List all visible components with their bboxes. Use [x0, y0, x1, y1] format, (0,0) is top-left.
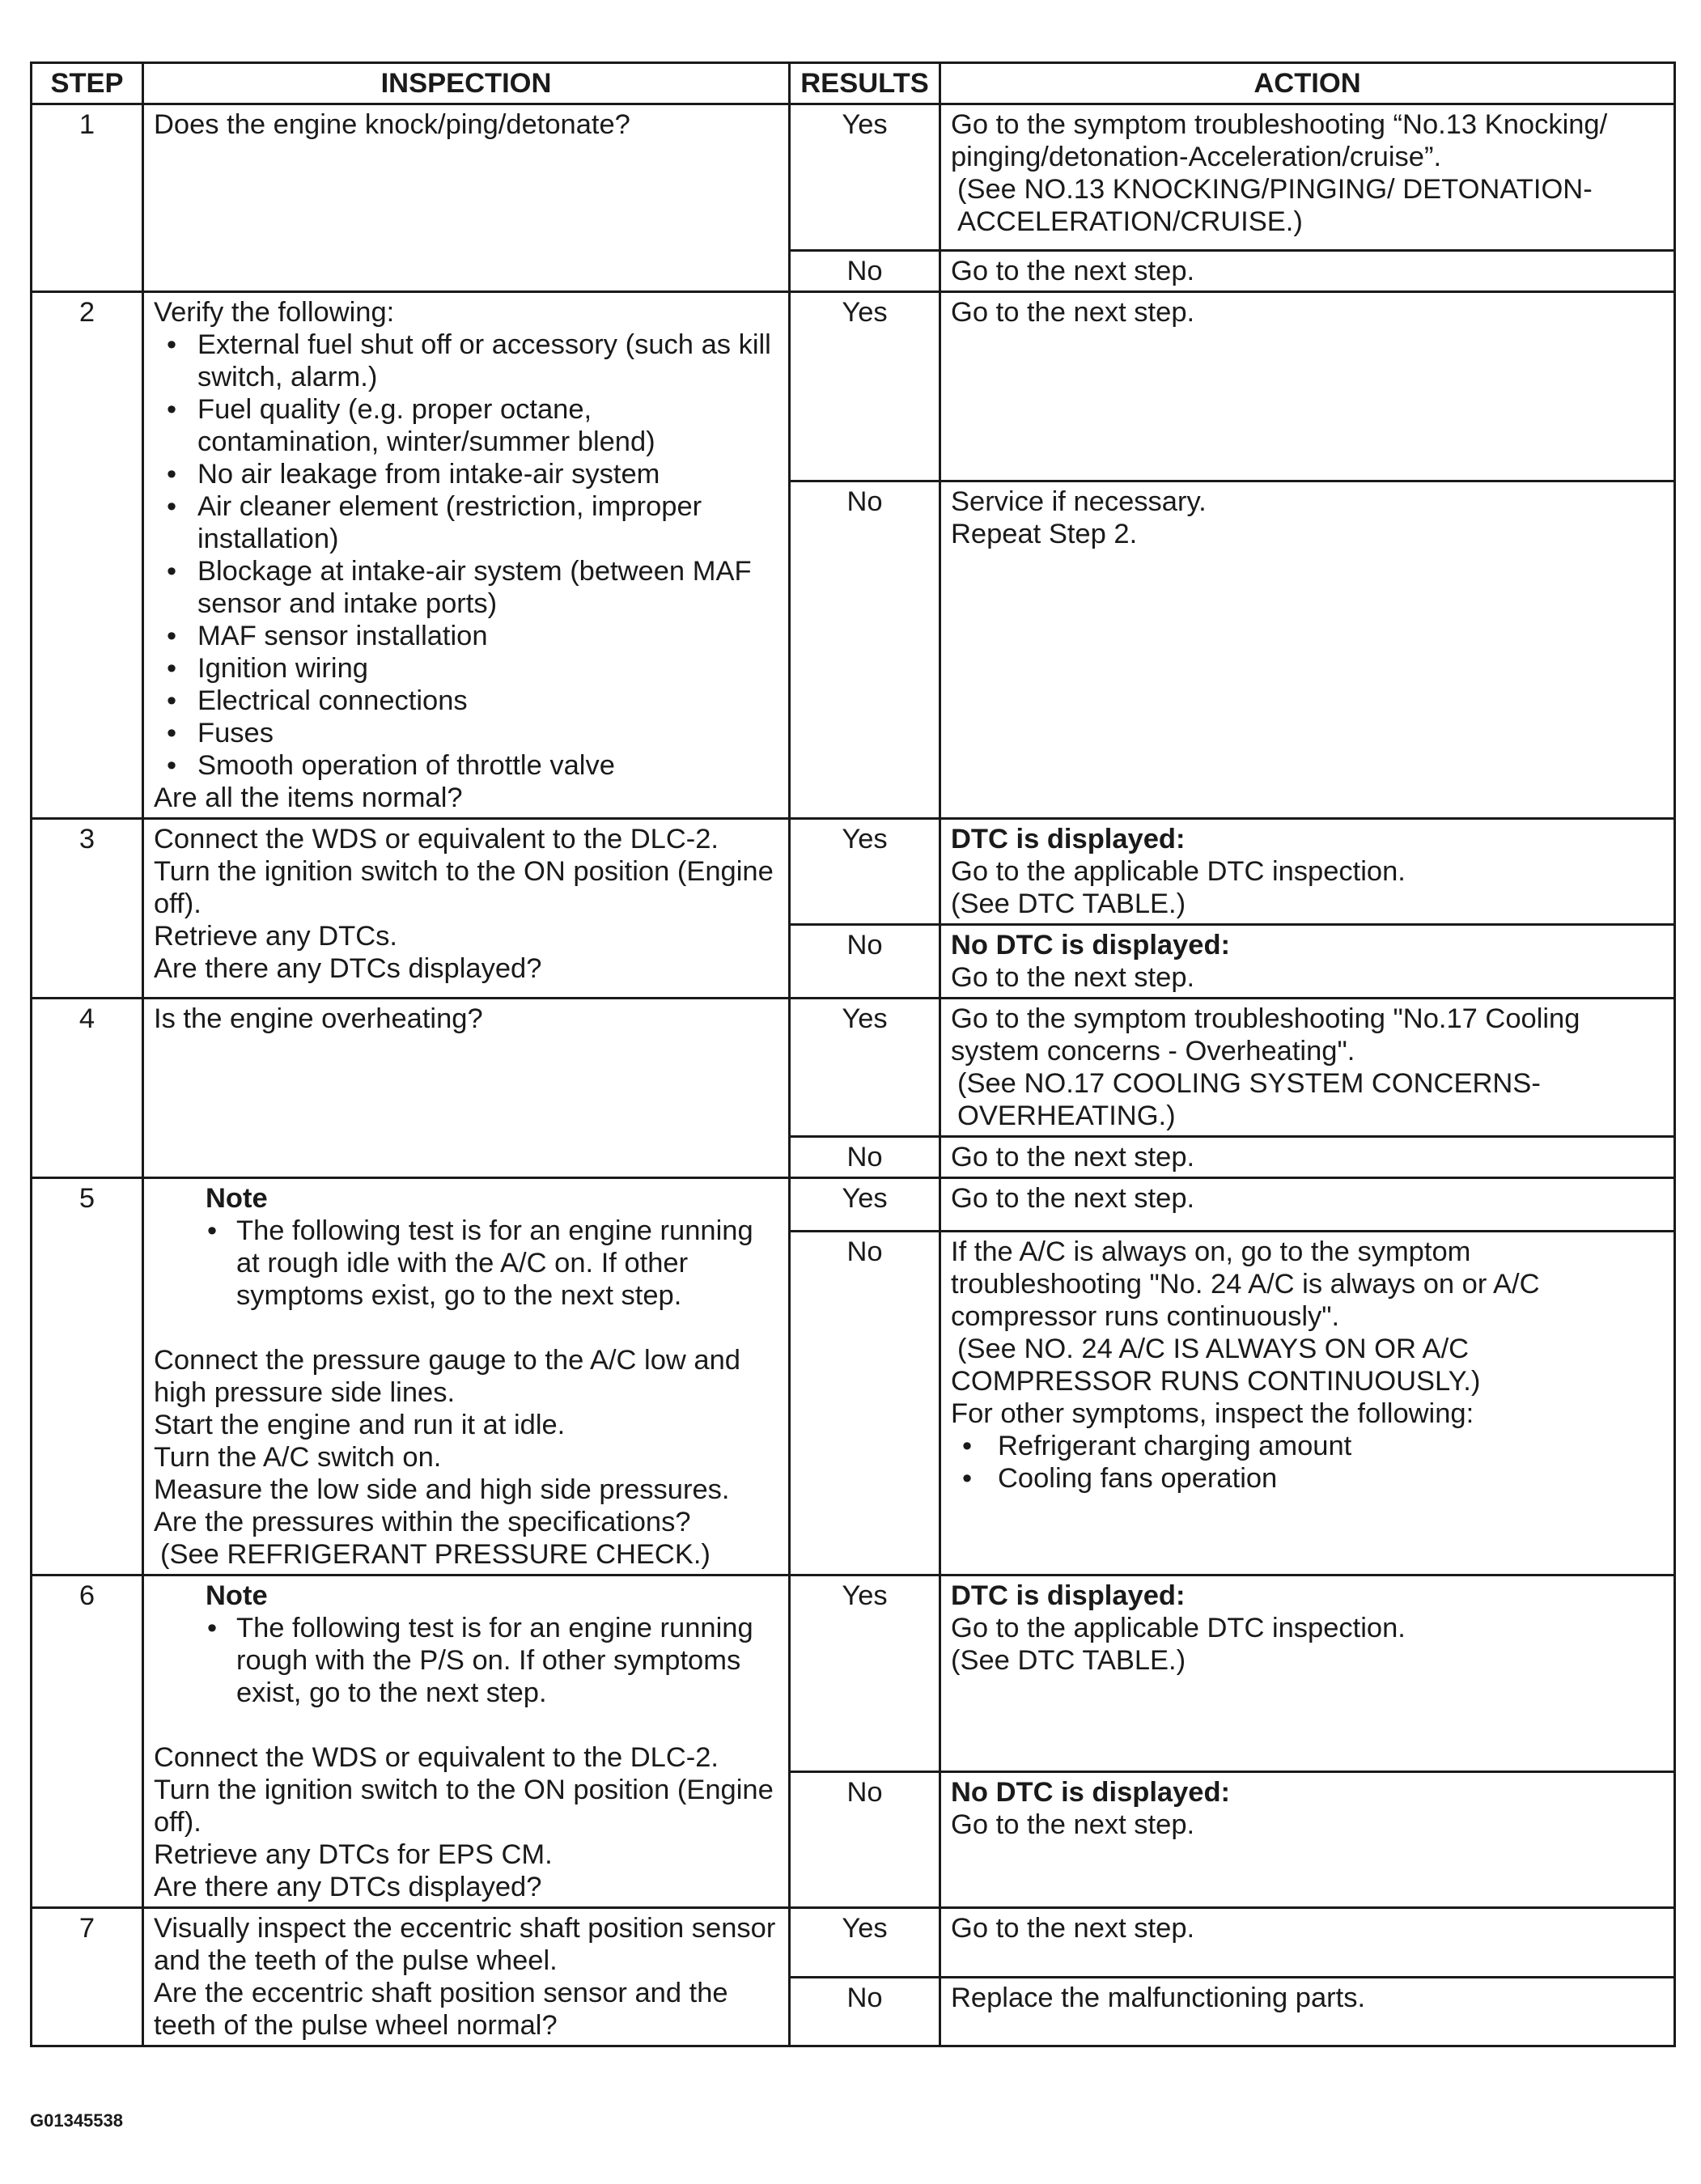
- step-1-row-yes: [32, 104, 1675, 251]
- action-cell: [940, 1178, 1675, 1232]
- inspection-text: Start the engine and run it at idle.: [154, 1410, 566, 1440]
- inspection-text: Turn the ignition switch to the ON position (Engine off).: [154, 1775, 774, 1838]
- list-item: • Refrigerant charging amount: [951, 1430, 1664, 1462]
- step-number: 4: [32, 999, 143, 1178]
- list-item: • Blockage at intake-air system (between MAF sensor and intake ports): [154, 555, 778, 620]
- note-item: • The following test is for an engine running at rough idle with the A/C on. If other symptoms exist, go to the next step.: [154, 1215, 778, 1312]
- list-item: • Air cleaner element (restriction, improper installation): [154, 490, 778, 555]
- action-text: pinging/detonation-Acceleration/cruise”.: [951, 142, 1442, 172]
- result-yes: Yes: [790, 999, 940, 1137]
- inspection-text: Does the engine knock/ping/detonate?: [154, 109, 630, 140]
- step-4-row-yes: [32, 999, 1675, 1137]
- action-cell: [940, 1575, 1675, 1772]
- inspection-text: Connect the WDS or equivalent to the DLC-2.: [154, 1742, 719, 1773]
- inspection-cell: [143, 819, 790, 999]
- note-list: [154, 1215, 778, 1312]
- inspection-text: Visually inspect the eccentric shaft position sensor and the teeth of the pulse wheel.: [154, 1913, 776, 1976]
- see-reference: ACCELERATION/CRUISE.): [957, 206, 1303, 237]
- inspection-text: Are the pressures within the specifications?: [154, 1507, 691, 1537]
- action-text: (See DTC TABLE.): [951, 1645, 1186, 1676]
- action-cell: [940, 1137, 1675, 1178]
- result-no: No: [790, 481, 940, 818]
- list-item: • External fuel shut off or accessory (such as kill switch, alarm.): [154, 329, 778, 393]
- note-label: Note: [206, 1183, 268, 1214]
- inspection-text: Connect the pressure gauge to the A/C low and high pressure side lines.: [154, 1345, 740, 1408]
- list-item: • Smooth operation of throttle valve: [154, 749, 778, 782]
- action-text: Go to the symptom troubleshooting “No.13 Knocking/: [951, 109, 1608, 140]
- action-cell: [940, 999, 1675, 1137]
- action-text: Service if necessary.: [951, 486, 1207, 517]
- action-text: Go to the next step.: [951, 962, 1195, 993]
- list-item: • Ignition wiring: [154, 652, 778, 685]
- action-heading: DTC is displayed:: [951, 824, 1186, 855]
- note-list: [154, 1612, 778, 1709]
- list-item: • Electrical connections: [154, 685, 778, 717]
- inspection-text: Retrieve any DTCs.: [154, 921, 397, 952]
- inspection-cell: [143, 1178, 790, 1575]
- see-reference: (See NO.17 COOLING SYSTEM CONCERNS-: [957, 1068, 1541, 1099]
- see-reference: (See NO. 24 A/C IS ALWAYS ON OR A/C: [957, 1333, 1470, 1364]
- note-item: • The following test is for an engine running rough with the P/S on. If other symptoms exist, go to the next step.: [154, 1612, 778, 1709]
- inspect-list: [951, 1430, 1664, 1495]
- list-item: • Cooling fans operation: [951, 1462, 1664, 1495]
- see-reference: (See NO.13 KNOCKING/PINGING/ DETONATION-: [957, 174, 1593, 205]
- action-text: Go to the applicable DTC inspection.: [951, 1613, 1406, 1643]
- action-cell: [940, 292, 1675, 481]
- see-reference: OVERHEATING.): [957, 1100, 1176, 1131]
- inspection-text: Measure the low side and high side pressures.: [154, 1474, 730, 1505]
- troubleshooting-table: [30, 61, 1676, 2047]
- action-text: Go to the next step.: [951, 1183, 1195, 1214]
- step-5-row-yes: [32, 1178, 1675, 1232]
- step-number: 3: [32, 819, 143, 999]
- result-yes: Yes: [790, 1908, 940, 1978]
- step-number: 1: [32, 104, 143, 292]
- step-2-row-yes: [32, 292, 1675, 481]
- result-no: No: [790, 1137, 940, 1178]
- action-cell: [940, 1908, 1675, 1978]
- inspection-text: Are there any DTCs displayed?: [154, 953, 542, 984]
- result-yes: Yes: [790, 1178, 940, 1232]
- inspection-cell: [143, 1908, 790, 2046]
- action-text: Repeat Step 2.: [951, 518, 1138, 549]
- check-list: [154, 329, 778, 782]
- step-number: 5: [32, 1178, 143, 1575]
- action-heading: No DTC is displayed:: [951, 1776, 1231, 1808]
- action-text: (See DTC TABLE.): [951, 888, 1186, 919]
- inspection-question: Are all the items normal?: [154, 782, 463, 813]
- step-3-row-yes: [32, 819, 1675, 925]
- action-text: Go to the symptom troubleshooting "No.17 Cooling system concerns - Overheating".: [951, 1003, 1580, 1067]
- step-number: 6: [32, 1575, 143, 1908]
- result-no: No: [790, 1977, 940, 2046]
- action-text: Go to the next step.: [951, 1913, 1195, 1944]
- step-number: 2: [32, 292, 143, 819]
- result-no: No: [790, 925, 940, 999]
- step-6-row-yes: [32, 1575, 1675, 1772]
- inspection-cell: [143, 1575, 790, 1908]
- action-text: Go to the next step.: [951, 256, 1195, 286]
- result-yes: Yes: [790, 104, 940, 251]
- action-cell: [940, 819, 1675, 925]
- header-step: STEP: [32, 63, 143, 104]
- inspection-cell: [143, 292, 790, 819]
- list-item: • No air leakage from intake-air system: [154, 458, 778, 490]
- header-results: RESULTS: [790, 63, 940, 104]
- inspection-text: Connect the WDS or equivalent to the DLC-2.: [154, 824, 719, 855]
- action-cell: [940, 1771, 1675, 1907]
- result-no: No: [790, 1231, 940, 1575]
- troubleshooting-sheet: [30, 61, 1673, 2047]
- list-item: • Fuses: [154, 717, 778, 749]
- result-no: No: [790, 1771, 940, 1907]
- action-text: For other symptoms, inspect the following:: [951, 1397, 1474, 1429]
- step-7-row-yes: [32, 1908, 1675, 1978]
- action-heading: DTC is displayed:: [951, 1580, 1186, 1611]
- header-row: [32, 63, 1675, 104]
- inspection-text: Retrieve any DTCs for EPS CM.: [154, 1839, 553, 1870]
- action-heading: No DTC is displayed:: [951, 930, 1231, 961]
- result-yes: Yes: [790, 292, 940, 481]
- header-action: ACTION: [940, 63, 1675, 104]
- action-cell: [940, 251, 1675, 292]
- result-yes: Yes: [790, 1575, 940, 1772]
- inspection-text: Turn the A/C switch on.: [154, 1442, 442, 1473]
- list-item: • Fuel quality (e.g. proper octane, contamination, winter/summer blend): [154, 393, 778, 458]
- inspection-text: Are the eccentric shaft position sensor and the teeth of the pulse wheel normal?: [154, 1978, 728, 2041]
- action-cell: [940, 925, 1675, 999]
- action-text: Go to the applicable DTC inspection.: [951, 856, 1406, 887]
- result-no: No: [790, 251, 940, 292]
- action-cell: [940, 1231, 1675, 1575]
- header-inspection: INSPECTION: [143, 63, 790, 104]
- action-cell: [940, 481, 1675, 818]
- figure-id: G01345538: [30, 2110, 123, 2131]
- inspection-text: Turn the ignition switch to the ON position (Engine off).: [154, 856, 774, 919]
- action-text: Go to the next step.: [951, 1809, 1195, 1840]
- inspection-text: Are there any DTCs displayed?: [154, 1872, 542, 1902]
- step-number: 7: [32, 1908, 143, 2046]
- inspection-cell: [143, 999, 790, 1178]
- inspection-cell: [143, 104, 790, 292]
- action-text: Go to the next step.: [951, 297, 1195, 328]
- inspection-intro: Verify the following:: [154, 297, 395, 328]
- inspection-text: Is the engine overheating?: [154, 1003, 483, 1034]
- action-text: Go to the next step.: [951, 1142, 1195, 1173]
- action-cell: [940, 104, 1675, 251]
- result-yes: Yes: [790, 819, 940, 925]
- see-reference: COMPRESSOR RUNS CONTINUOUSLY.): [951, 1365, 1481, 1397]
- action-text: Replace the malfunctioning parts.: [951, 1982, 1366, 2013]
- list-item: • MAF sensor installation: [154, 620, 778, 652]
- note-label: Note: [206, 1580, 268, 1611]
- action-text: If the A/C is always on, go to the symptom troubleshooting "No. 24 A/C is always on or A/C compressor runs continuously".: [951, 1236, 1540, 1332]
- action-cell: [940, 1977, 1675, 2046]
- see-reference: (See REFRIGERANT PRESSURE CHECK.): [160, 1539, 711, 1570]
